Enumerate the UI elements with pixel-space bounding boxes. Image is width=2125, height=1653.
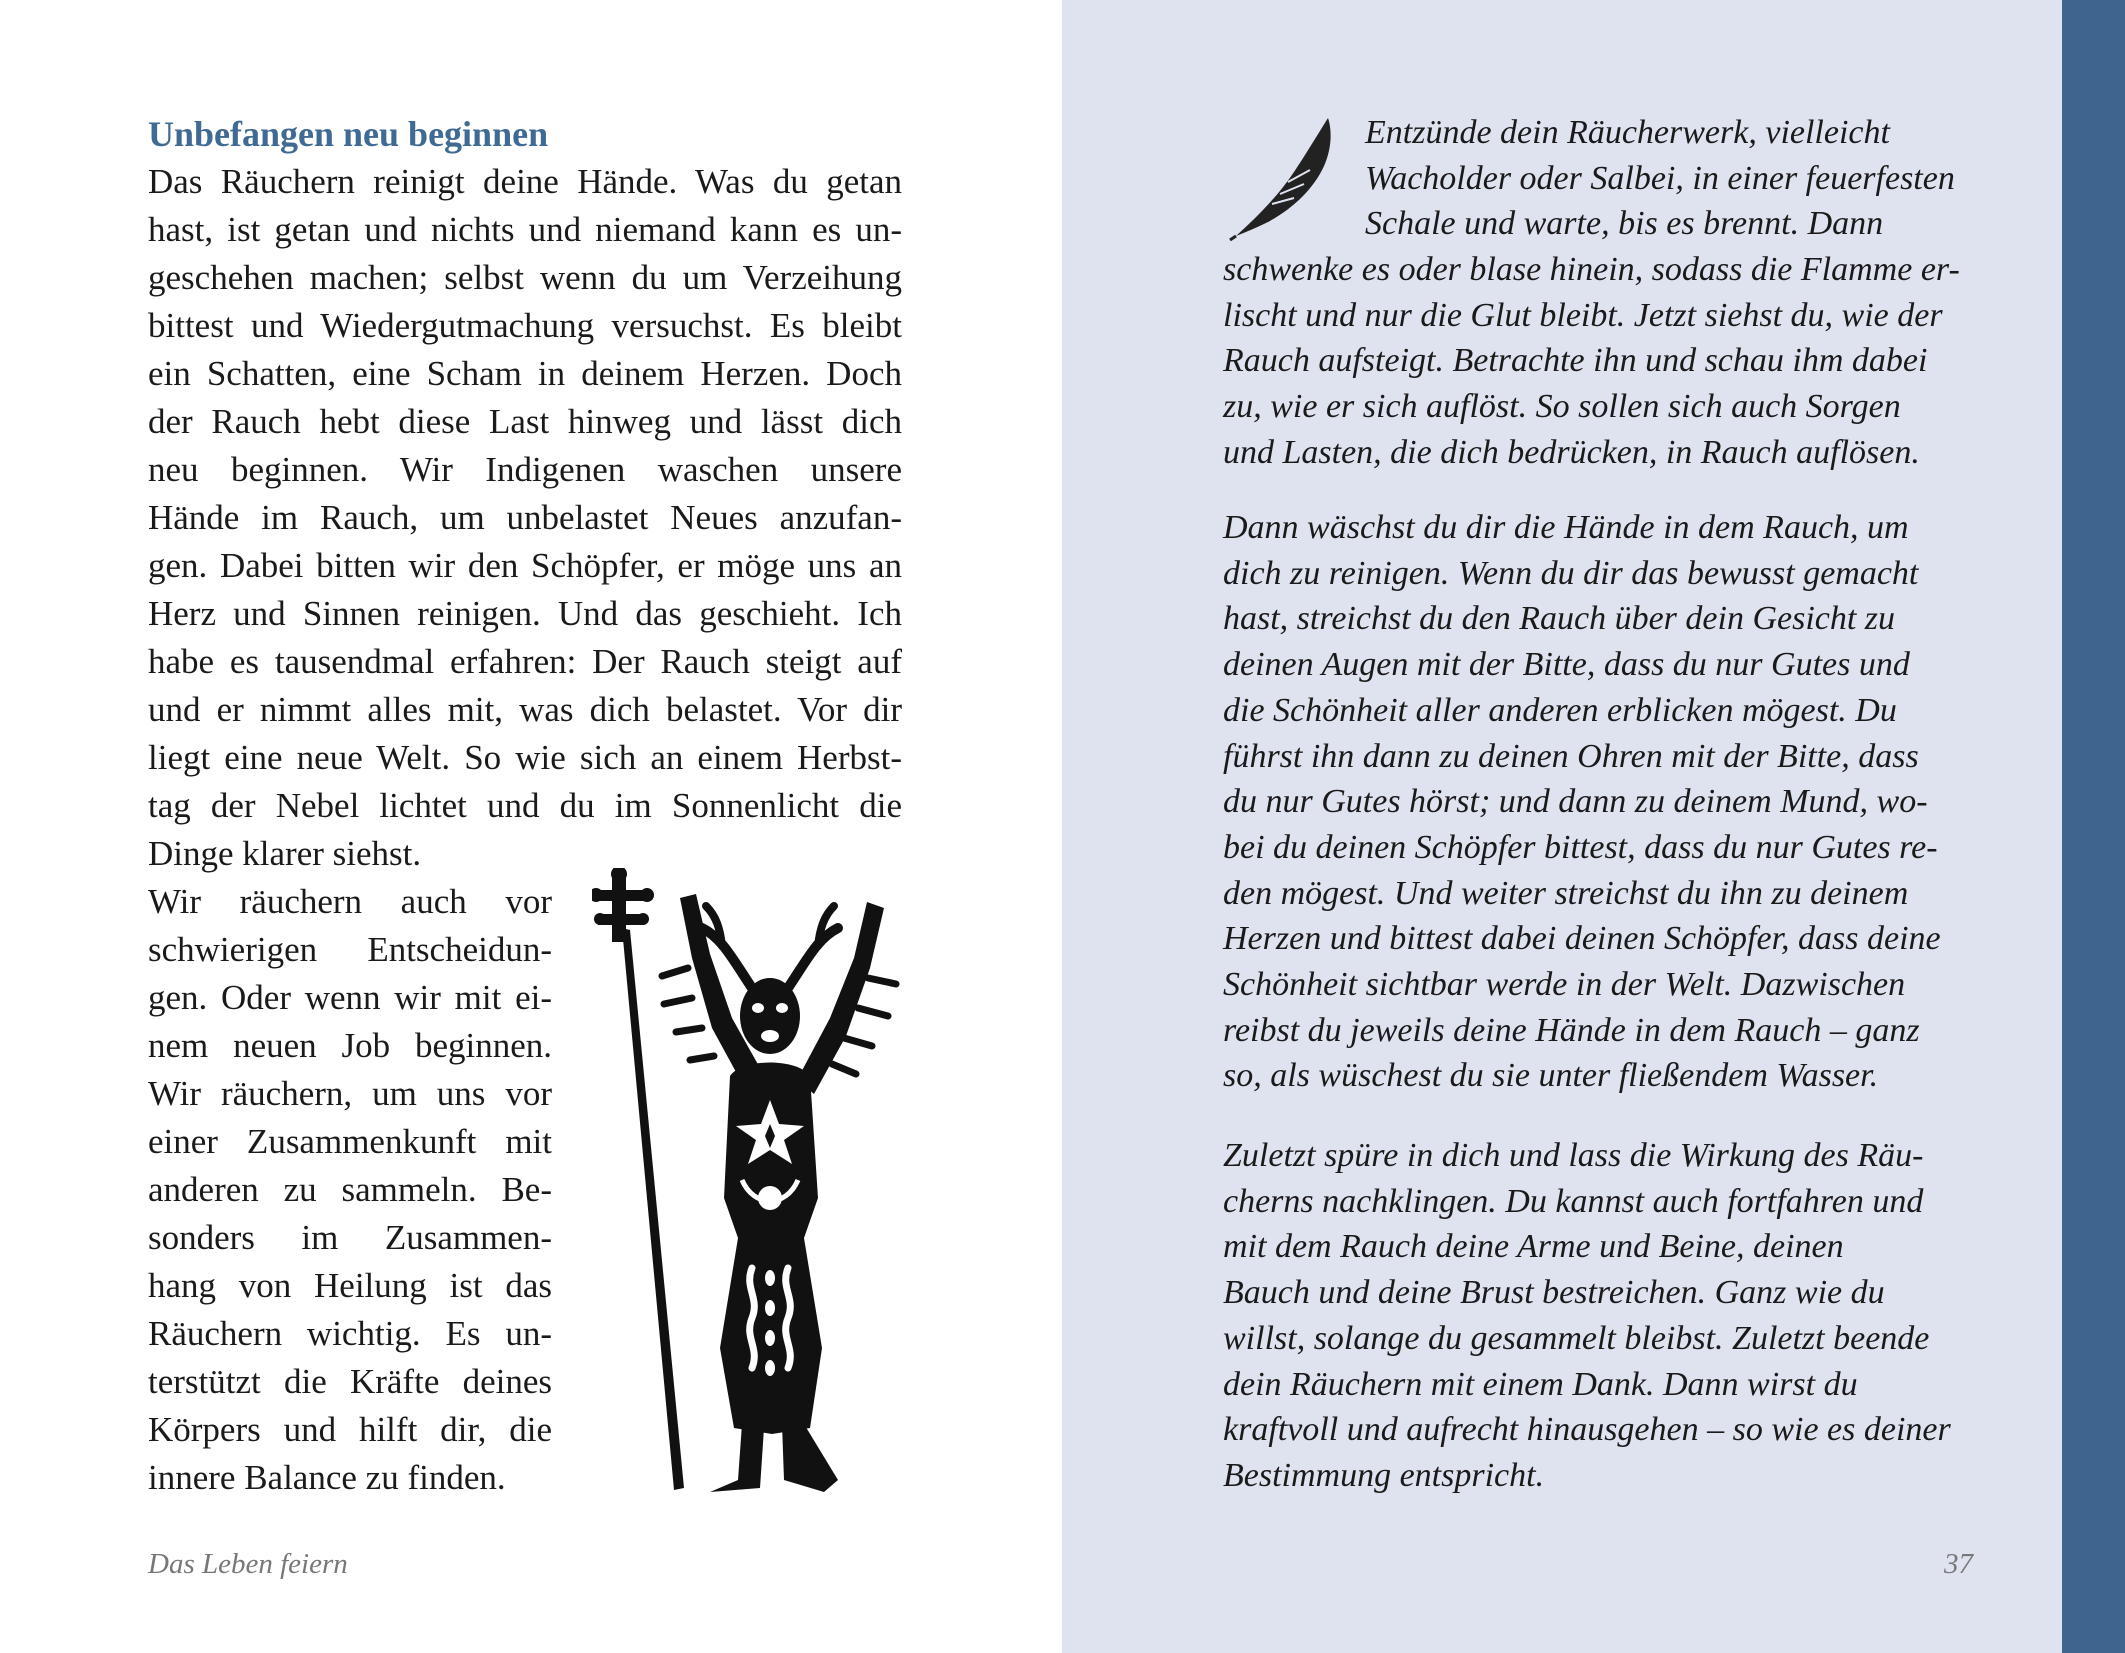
- text-line: du nur Gutes hörst; und dann zu deinem Mund, wo-: [1223, 783, 1928, 821]
- text-line: Wacholder oder Salbei, in einer feuerfesten: [1365, 159, 1955, 197]
- text-line: Das Räuchern reinigt deine Hände. Was du getan: [148, 162, 902, 201]
- text-line: schwenke es oder blase hinein, sodass die Flamme er-: [1223, 251, 1960, 288]
- text-line: reibst du jeweils deine Hände in dem Rauch – ganz: [1223, 1011, 1920, 1049]
- text-line: Rauch aufsteigt. Betrachte ihn und schau ihm dabei: [1223, 342, 1928, 380]
- text-line: habe es tausendmal erfahren: Der Rauch steigt auf: [148, 642, 902, 681]
- text-line: bittest und Wiedergutmachung versuchst. Es bleibt: [148, 306, 902, 345]
- left-paragraph-2: [148, 878, 552, 1502]
- text-line: Dann wäschst du dir die Hände in dem Rauch, um: [1223, 509, 1909, 546]
- text-line: Bestimmung entspricht.: [1223, 1456, 1545, 1494]
- text-line: neu beginnen. Wir Indigenen waschen unsere: [148, 450, 902, 489]
- text-line: Herzen und bittest dabei deinen Schöpfer, dass deine: [1223, 920, 1941, 958]
- text-line: zu, wie er sich auflöst. So sollen sich auch Sorgen: [1223, 388, 1901, 426]
- text-line: willst, solange du gesammelt bleibst. Zuletzt beende: [1223, 1319, 1930, 1357]
- text-line: mit dem Rauch deine Arme und Beine, deinen: [1223, 1228, 1844, 1266]
- text-line: Körpers und hilft dir, die: [148, 1410, 552, 1449]
- text-line: einer Zusammenkunft mit: [148, 1122, 552, 1161]
- text-line: den mögest. Und weiter streichst du ihn zu deinem: [1223, 874, 1909, 912]
- page-edge-band: [2062, 0, 2125, 1653]
- text-line: Schale und warte, bis es brennt. Dann: [1365, 205, 1884, 243]
- text-line: sonders im Zusammen-: [148, 1218, 552, 1257]
- feather-icon: [1228, 112, 1340, 242]
- text-line: die Schönheit aller anderen erblicken mögest. Du: [1223, 691, 1897, 729]
- text-line: schwierigen Entscheidun-: [148, 930, 552, 969]
- text-line: nem neuen Job beginnen.: [148, 1026, 552, 1065]
- text-line: so, als wüschest du sie unter fließendem Wasser.: [1223, 1057, 1879, 1095]
- right-paragraph-1-continued: [1223, 247, 1975, 476]
- text-line: Bauch und deine Brust bestreichen. Ganz wie du: [1223, 1274, 1885, 1312]
- text-line: tag der Nebel lichtet und du im Sonnenlicht die: [148, 786, 902, 825]
- text-line: und er nimmt alles mit, was dich belastet. Vor dir: [148, 690, 902, 729]
- text-line: geschehen machen; selbst wenn du um Verzeihung: [148, 258, 902, 297]
- text-line: deinen Augen mit der Bitte, dass du nur Gutes und: [1223, 646, 1910, 684]
- section-heading: Unbefangen neu beginnen: [148, 114, 549, 154]
- shaman-figure-illustration: [592, 868, 912, 1502]
- text-line: dich zu reinigen. Wenn du dir das bewusst gemacht: [1223, 554, 1919, 592]
- right-paragraph-1-indented: [1365, 110, 1975, 247]
- text-line: Herz und Sinnen reinigen. Und das geschieht. Ich: [148, 594, 902, 633]
- text-line: der Rauch hebt diese Last hinweg und lässt dich: [148, 402, 902, 441]
- text-line: dein Räuchern mit einem Dank. Dann wirst du: [1223, 1365, 1858, 1403]
- text-line: führst ihn dann zu deinen Ohren mit der Bitte, dass: [1223, 737, 1919, 775]
- text-line: Schönheit sichtbar werde in der Welt. Dazwischen: [1223, 966, 1906, 1004]
- text-line: Wir räuchern, um uns vor: [148, 1074, 552, 1113]
- text-line: hast, ist getan und nichts und niemand kann es un-: [148, 210, 902, 249]
- left-paragraph-1: [148, 158, 902, 878]
- text-line: bei du deinen Schöpfer bittest, dass du nur Gutes re-: [1223, 828, 1938, 866]
- text-line: kraftvoll und aufrecht hinausgehen – so wie es deiner: [1223, 1411, 1951, 1449]
- text-line: Entzünde dein Räucherwerk, vielleicht: [1365, 114, 1890, 151]
- text-line: hast, streichst du den Rauch über dein Gesicht zu: [1223, 600, 1896, 638]
- text-line: lischt und nur die Glut bleibt. Jetzt siehst du, wie der: [1223, 296, 1943, 334]
- right-paragraph-2: [1223, 505, 1975, 1099]
- text-line: terstützt die Kräfte deines: [148, 1362, 552, 1401]
- text-line: Hände im Rauch, um unbelastet Neues anzufan-: [148, 498, 902, 537]
- text-line: gen. Dabei bitten wir den Schöpfer, er möge uns an: [148, 546, 902, 585]
- text-line: und Lasten, die dich bedrücken, in Rauch auflösen.: [1223, 433, 1920, 471]
- text-line: cherns nachklingen. Du kannst auch fortfahren und: [1223, 1182, 1924, 1220]
- text-line: ein Schatten, eine Scham in deinem Herzen. Doch: [148, 354, 902, 393]
- text-line: Räuchern wichtig. Es un-: [148, 1314, 552, 1353]
- text-line: Wir räuchern auch vor: [148, 882, 552, 921]
- running-footer: Das Leben feiern: [148, 1548, 348, 1580]
- text-line: liegt eine neue Welt. So wie sich an einem Herbst-: [148, 738, 902, 777]
- text-line: innere Balance zu finden.: [148, 1458, 506, 1497]
- text-line: Zuletzt spüre in dich und lass die Wirkung des Räu-: [1223, 1137, 1924, 1174]
- text-line: anderen zu sammeln. Be-: [148, 1170, 552, 1209]
- text-line: Dinge klarer siehst.: [148, 834, 422, 873]
- page-number: 37: [1944, 1548, 1973, 1580]
- text-line: gen. Oder wenn wir mit ei-: [148, 978, 552, 1017]
- right-paragraph-3: [1223, 1133, 1975, 1499]
- text-line: hang von Heilung ist das: [148, 1266, 552, 1305]
